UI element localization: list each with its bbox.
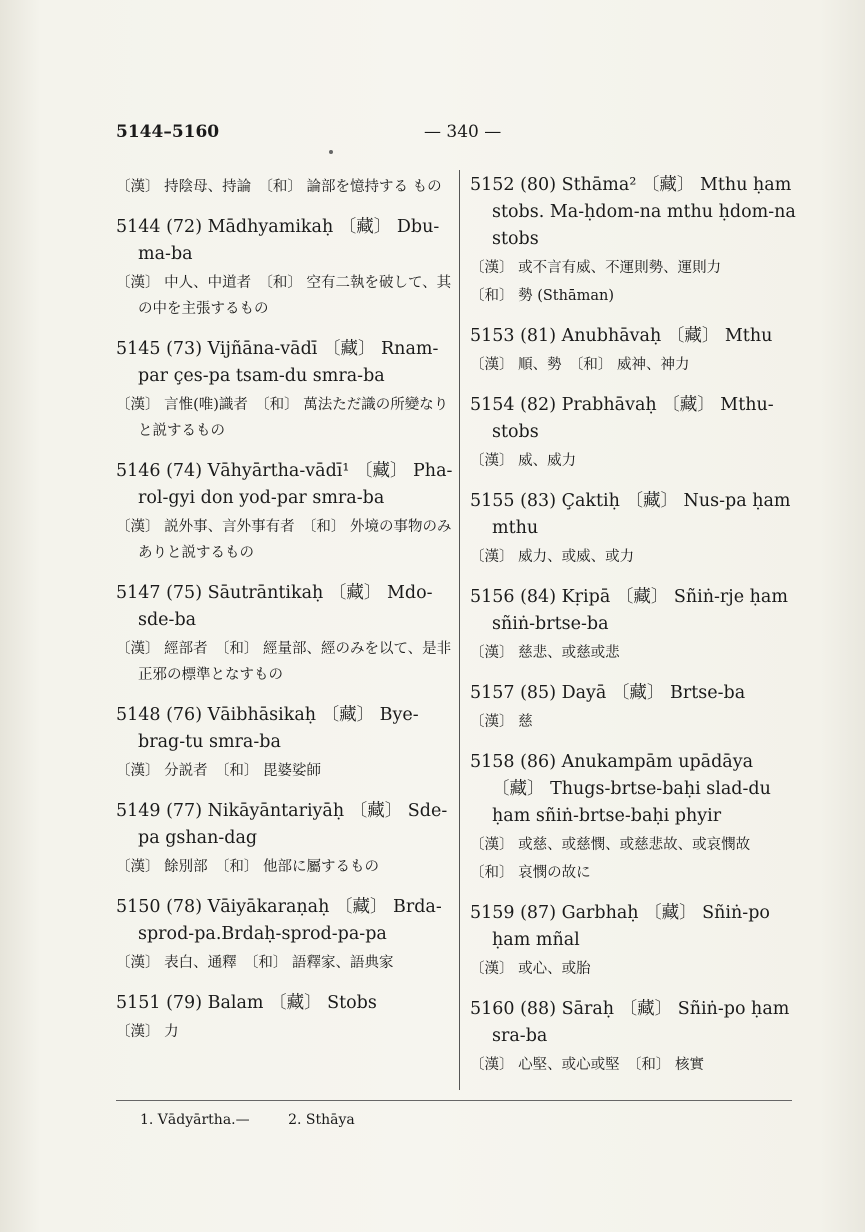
entry-gloss: 〔漢〕 威、威力 xyxy=(470,453,577,469)
footnote-2: 2. Sthāya xyxy=(288,1112,355,1128)
footnote-rule xyxy=(116,1100,792,1101)
entry-gloss: 〔漢〕 慈悲、或慈或悲 xyxy=(470,645,620,661)
entry-headword: 5146 (74) Vāhyārtha-vādī¹ 〔藏〕 Pha-rol-gyi don yod-par smra-ba xyxy=(116,461,453,508)
entry-gloss: 〔漢〕 力 xyxy=(116,1024,179,1040)
entry-gloss: 〔和〕 哀憫の故に xyxy=(470,865,591,881)
dictionary-entry xyxy=(470,488,802,570)
footnotes xyxy=(140,1112,389,1128)
entry-headword: 5151 (79) Balam 〔藏〕 Stobs xyxy=(116,993,377,1013)
entry-headword: 5153 (81) Anubhāvaḥ 〔藏〕 Mthu xyxy=(470,326,773,346)
entry-gloss: 〔漢〕 分説者 〔和〕 毘婆娑師 xyxy=(116,763,321,779)
entry-gloss: 〔漢〕 餘別部 〔和〕 他部に屬するもの xyxy=(116,859,379,875)
entry-gloss: 〔漢〕 或心、或胎 xyxy=(470,961,591,977)
entry-gloss: 〔漢〕 或不言有威、不運則勢、運則力 xyxy=(470,260,722,276)
entry-headword: 5158 (86) Anukampām upādāya 〔藏〕 Thugs-brtse-baḥi slad-du ḥam sñiṅ-brtse-baḥi phyir xyxy=(470,752,771,826)
dictionary-entry xyxy=(116,174,456,200)
dictionary-entry xyxy=(470,172,802,309)
entry-gloss: 〔漢〕 表白、通釋 〔和〕 語釋家、語典家 xyxy=(116,955,394,971)
footnote-1: 1. Vādyārtha.— xyxy=(140,1112,250,1128)
entry-gloss: 〔漢〕 言惟(唯)識者 〔和〕 萬法ただ識の所變なりと説するもの xyxy=(116,397,449,439)
dictionary-entry xyxy=(470,996,802,1078)
page-number: — 340 — xyxy=(424,122,502,142)
entry-headword: 5149 (77) Nikāyāntariyāḥ 〔藏〕 Sde-pa gshan-dag xyxy=(116,801,448,848)
dictionary-entry xyxy=(116,580,456,688)
entry-gloss: 〔漢〕 順、勢 〔和〕 威神、神力 xyxy=(470,357,690,373)
entry-headword: 5144 (72) Mādhyamikaḥ 〔藏〕 Dbu-ma-ba xyxy=(116,217,440,264)
entry-headword: 5150 (78) Vāiyākaraṇaḥ 〔藏〕 Brda-sprod-pa.Brdaḥ-sprod-pa-pa xyxy=(116,897,442,944)
entry-headword: 5148 (76) Vāibhāsikaḥ 〔藏〕 Bye-brag-tu smra-ba xyxy=(116,705,419,752)
dictionary-entry xyxy=(470,680,802,735)
dictionary-entry xyxy=(116,990,456,1045)
ink-speck xyxy=(329,150,333,154)
dictionary-entry xyxy=(116,894,456,976)
dictionary-entry xyxy=(116,798,456,880)
entry-headword: 5159 (87) Garbhaḥ 〔藏〕 Sñiṅ-po ḥam mñal xyxy=(470,903,770,950)
entry-gloss: 〔和〕 勢 (Sthāman) xyxy=(470,288,615,304)
dictionary-entry xyxy=(116,214,456,322)
entry-headword: 5160 (88) Sāraḥ 〔藏〕 Sñiṅ-po ḥam sra-ba xyxy=(470,999,790,1046)
entry-gloss: 〔漢〕 持陰母、持論 〔和〕 論部を憶持する もの xyxy=(116,179,442,195)
entry-headword: 5155 (83) Çaktiḥ 〔藏〕 Nus-pa ḥam mthu xyxy=(470,491,791,538)
entry-range: 5144–5160 xyxy=(116,122,220,142)
entry-headword: 5147 (75) Sāutrāntikaḥ 〔藏〕 Mdo-sde-ba xyxy=(116,583,433,630)
dictionary-entry xyxy=(470,323,802,378)
entry-headword: 5152 (80) Sthāma² 〔藏〕 Mthu ḥam stobs. Ma-ḥdom-na mthu ḥdom-na stobs xyxy=(470,175,796,249)
entry-gloss: 〔漢〕 或慈、或慈憫、或慈悲故、或哀憫故 xyxy=(470,837,751,853)
dictionary-entry xyxy=(470,749,802,886)
entry-gloss: 〔漢〕 中人、中道者 〔和〕 空有二執を破して、其の中を主張するもの xyxy=(116,275,452,317)
entry-gloss: 〔漢〕 心堅、或心或堅 〔和〕 核實 xyxy=(470,1057,704,1073)
dictionary-entry xyxy=(116,702,456,784)
dictionary-entry xyxy=(470,584,802,666)
left-column xyxy=(116,172,456,1059)
entry-headword: 5157 (85) Dayā 〔藏〕 Brtse-ba xyxy=(470,683,746,703)
entry-gloss: 〔漢〕 經部者 〔和〕 經量部、經のみを以て、是非正邪の標準となすもの xyxy=(116,641,452,683)
entry-gloss: 〔漢〕 威力、或威、或力 xyxy=(470,549,635,565)
dictionary-entry xyxy=(116,458,456,566)
entry-headword: 5156 (84) Kṛipā 〔藏〕 Sñiṅ-rje ḥam sñiṅ-brtse-ba xyxy=(470,587,788,634)
entry-headword: 5154 (82) Prabhāvaḥ 〔藏〕 Mthu-stobs xyxy=(470,395,774,442)
running-header xyxy=(116,122,765,148)
dictionary-entry xyxy=(470,392,802,474)
entry-gloss: 〔漢〕 慈 xyxy=(470,714,533,730)
dictionary-entry xyxy=(470,900,802,982)
column-divider xyxy=(459,170,460,1090)
entry-gloss: 〔漢〕 説外事、言外事有者 〔和〕 外境の事物のみありと説するもの xyxy=(116,519,452,561)
right-column xyxy=(470,172,802,1092)
dictionary-entry xyxy=(116,336,456,444)
entry-headword: 5145 (73) Vijñāna-vādī 〔藏〕 Rnam-par çes-pa tsam-du smra-ba xyxy=(116,339,439,386)
